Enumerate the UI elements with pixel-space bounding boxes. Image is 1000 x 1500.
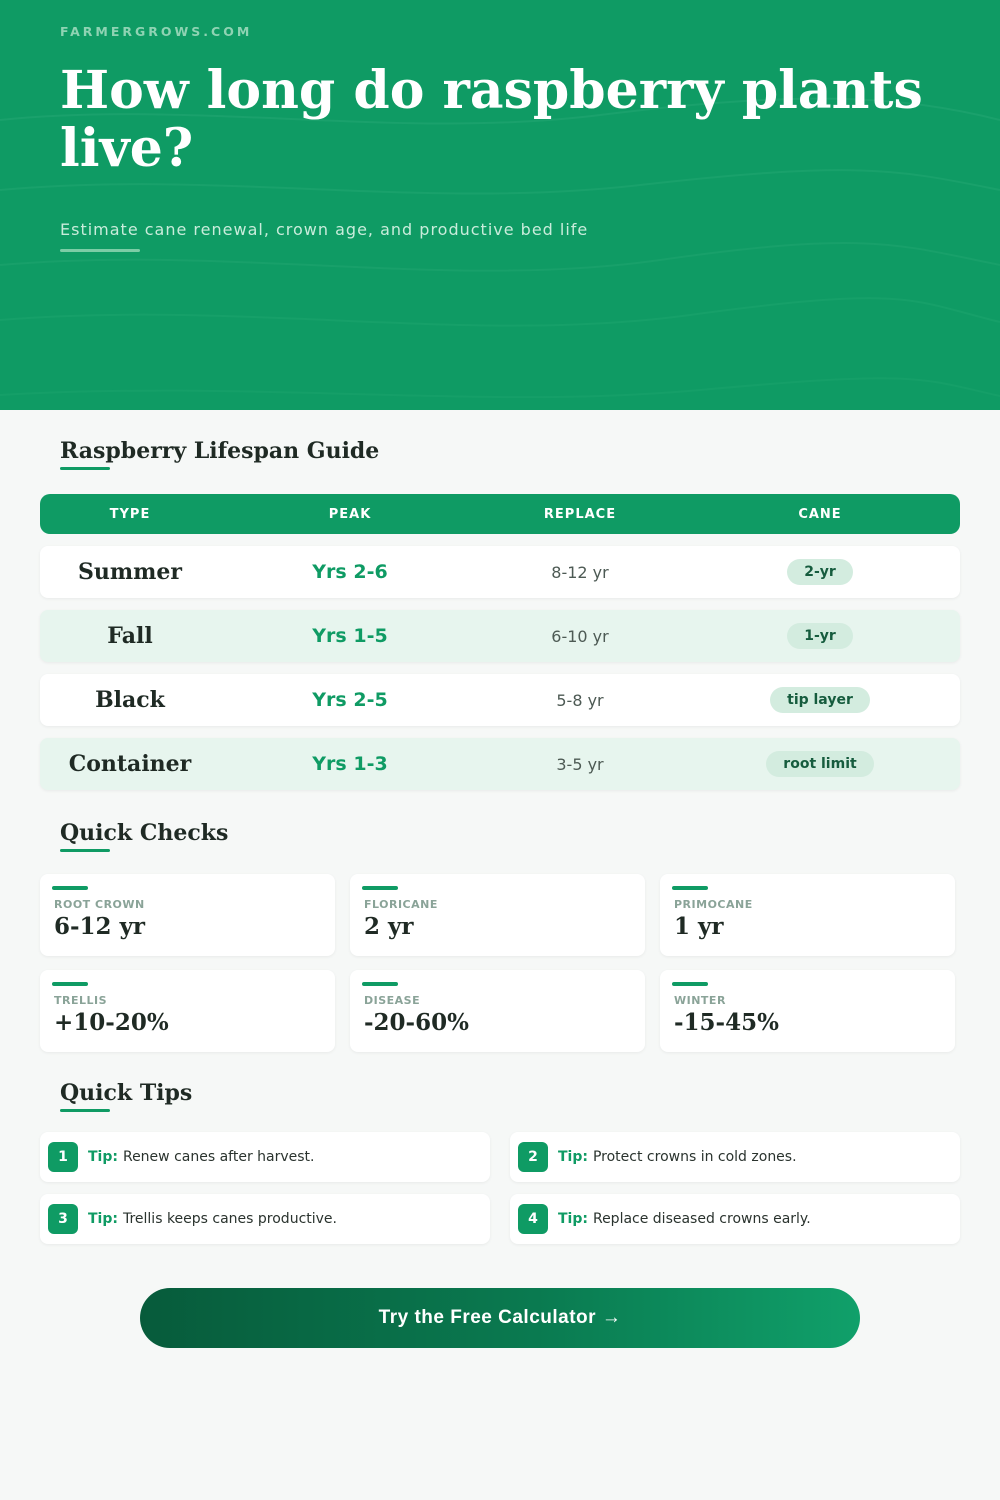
page-subtitle: Estimate cane renewal, crown age, and productive bed life (60, 220, 589, 239)
card-accent (52, 886, 88, 890)
tip-number-badge: 4 (518, 1204, 548, 1234)
row-peak: Yrs 2-5 (312, 689, 388, 711)
tip-body: Replace diseased crowns early. (592, 1211, 811, 1227)
row-peak: Yrs 2-6 (312, 561, 388, 583)
checks-section-title: Quick Checks (60, 820, 229, 846)
tip-number-badge: 2 (518, 1142, 548, 1172)
row-replace: 3-5 yr (556, 754, 604, 774)
card-label: FLORICANE (364, 898, 438, 911)
card-accent (672, 982, 708, 986)
row-cane (730, 610, 910, 662)
site-brand[interactable]: FARMERGROWS.COM (60, 24, 253, 39)
card-label: TRELLIS (54, 994, 108, 1007)
tip-text (558, 1194, 811, 1244)
tip-item (40, 1132, 490, 1182)
header-replace: REPLACE (543, 506, 617, 522)
card-label: WINTER (674, 994, 726, 1007)
guide-section-title: Raspberry Lifespan Guide (60, 438, 380, 464)
tip-lead: Tip: (558, 1149, 588, 1165)
card-accent (52, 982, 88, 986)
cane-badge: 2-yr (787, 559, 853, 585)
tips-section-title: Quick Tips (60, 1080, 193, 1106)
card-accent (362, 982, 398, 986)
tip-lead: Tip: (558, 1211, 588, 1227)
table-row (40, 546, 960, 598)
row-replace: 5-8 yr (556, 690, 604, 710)
tip-text (558, 1132, 797, 1182)
row-type: Fall (107, 623, 153, 649)
tip-body: Trellis keeps canes productive. (122, 1211, 337, 1227)
card-label: PRIMOCANE (674, 898, 753, 911)
guide-section-rule (60, 467, 110, 470)
checks-section-rule (60, 849, 110, 852)
row-cane (730, 546, 910, 598)
table-row (40, 610, 960, 662)
check-card-disease (350, 970, 645, 1052)
card-accent (362, 886, 398, 890)
tip-text (88, 1132, 314, 1182)
header-peak: PEAK (328, 506, 372, 522)
hero-banner (0, 0, 1000, 410)
table-row (40, 738, 960, 790)
page-title: How long do raspberry plants live? (60, 60, 923, 179)
table-row (40, 674, 960, 726)
row-cane (730, 738, 910, 790)
check-card-root-crown (40, 874, 335, 956)
card-label: ROOT CROWN (54, 898, 145, 911)
card-value: -15-45% (674, 1009, 779, 1036)
check-card-floricane (350, 874, 645, 956)
card-value: -20-60% (364, 1009, 469, 1036)
tip-number-badge: 1 (48, 1142, 78, 1172)
row-peak: Yrs 1-5 (312, 625, 388, 647)
check-card-primocane (660, 874, 955, 956)
row-type: Black (95, 687, 165, 713)
tip-number-badge: 3 (48, 1204, 78, 1234)
tip-body: Protect crowns in cold zones. (592, 1149, 797, 1165)
row-peak: Yrs 1-3 (312, 753, 388, 775)
tip-lead: Tip: (88, 1211, 118, 1227)
row-type: Summer (77, 559, 183, 585)
row-replace: 8-12 yr (551, 562, 609, 582)
card-value: 2 yr (364, 913, 414, 940)
cane-badge: root limit (766, 751, 873, 777)
card-value: 1 yr (674, 913, 724, 940)
cane-badge: 1-yr (787, 623, 853, 649)
header-cane: CANE (798, 506, 842, 522)
tip-item (40, 1194, 490, 1244)
cane-badge: tip layer (770, 687, 870, 713)
check-card-trellis (40, 970, 335, 1052)
header-type: TYPE (109, 506, 151, 522)
check-card-winter (660, 970, 955, 1052)
guide-table-header (40, 494, 960, 534)
row-type: Container (68, 751, 192, 777)
card-value: +10-20% (54, 1009, 169, 1036)
tip-lead: Tip: (88, 1149, 118, 1165)
card-label: DISEASE (364, 994, 421, 1007)
tip-item (510, 1132, 960, 1182)
try-calculator-button[interactable]: Try the Free Calculator → (140, 1288, 860, 1348)
tip-item (510, 1194, 960, 1244)
row-cane (730, 674, 910, 726)
tip-body: Renew canes after harvest. (122, 1149, 315, 1165)
card-value: 6-12 yr (54, 913, 146, 940)
hero-divider (60, 249, 140, 252)
row-replace: 6-10 yr (551, 626, 609, 646)
tips-section-rule (60, 1109, 110, 1112)
tip-text (88, 1194, 337, 1244)
card-accent (672, 886, 708, 890)
